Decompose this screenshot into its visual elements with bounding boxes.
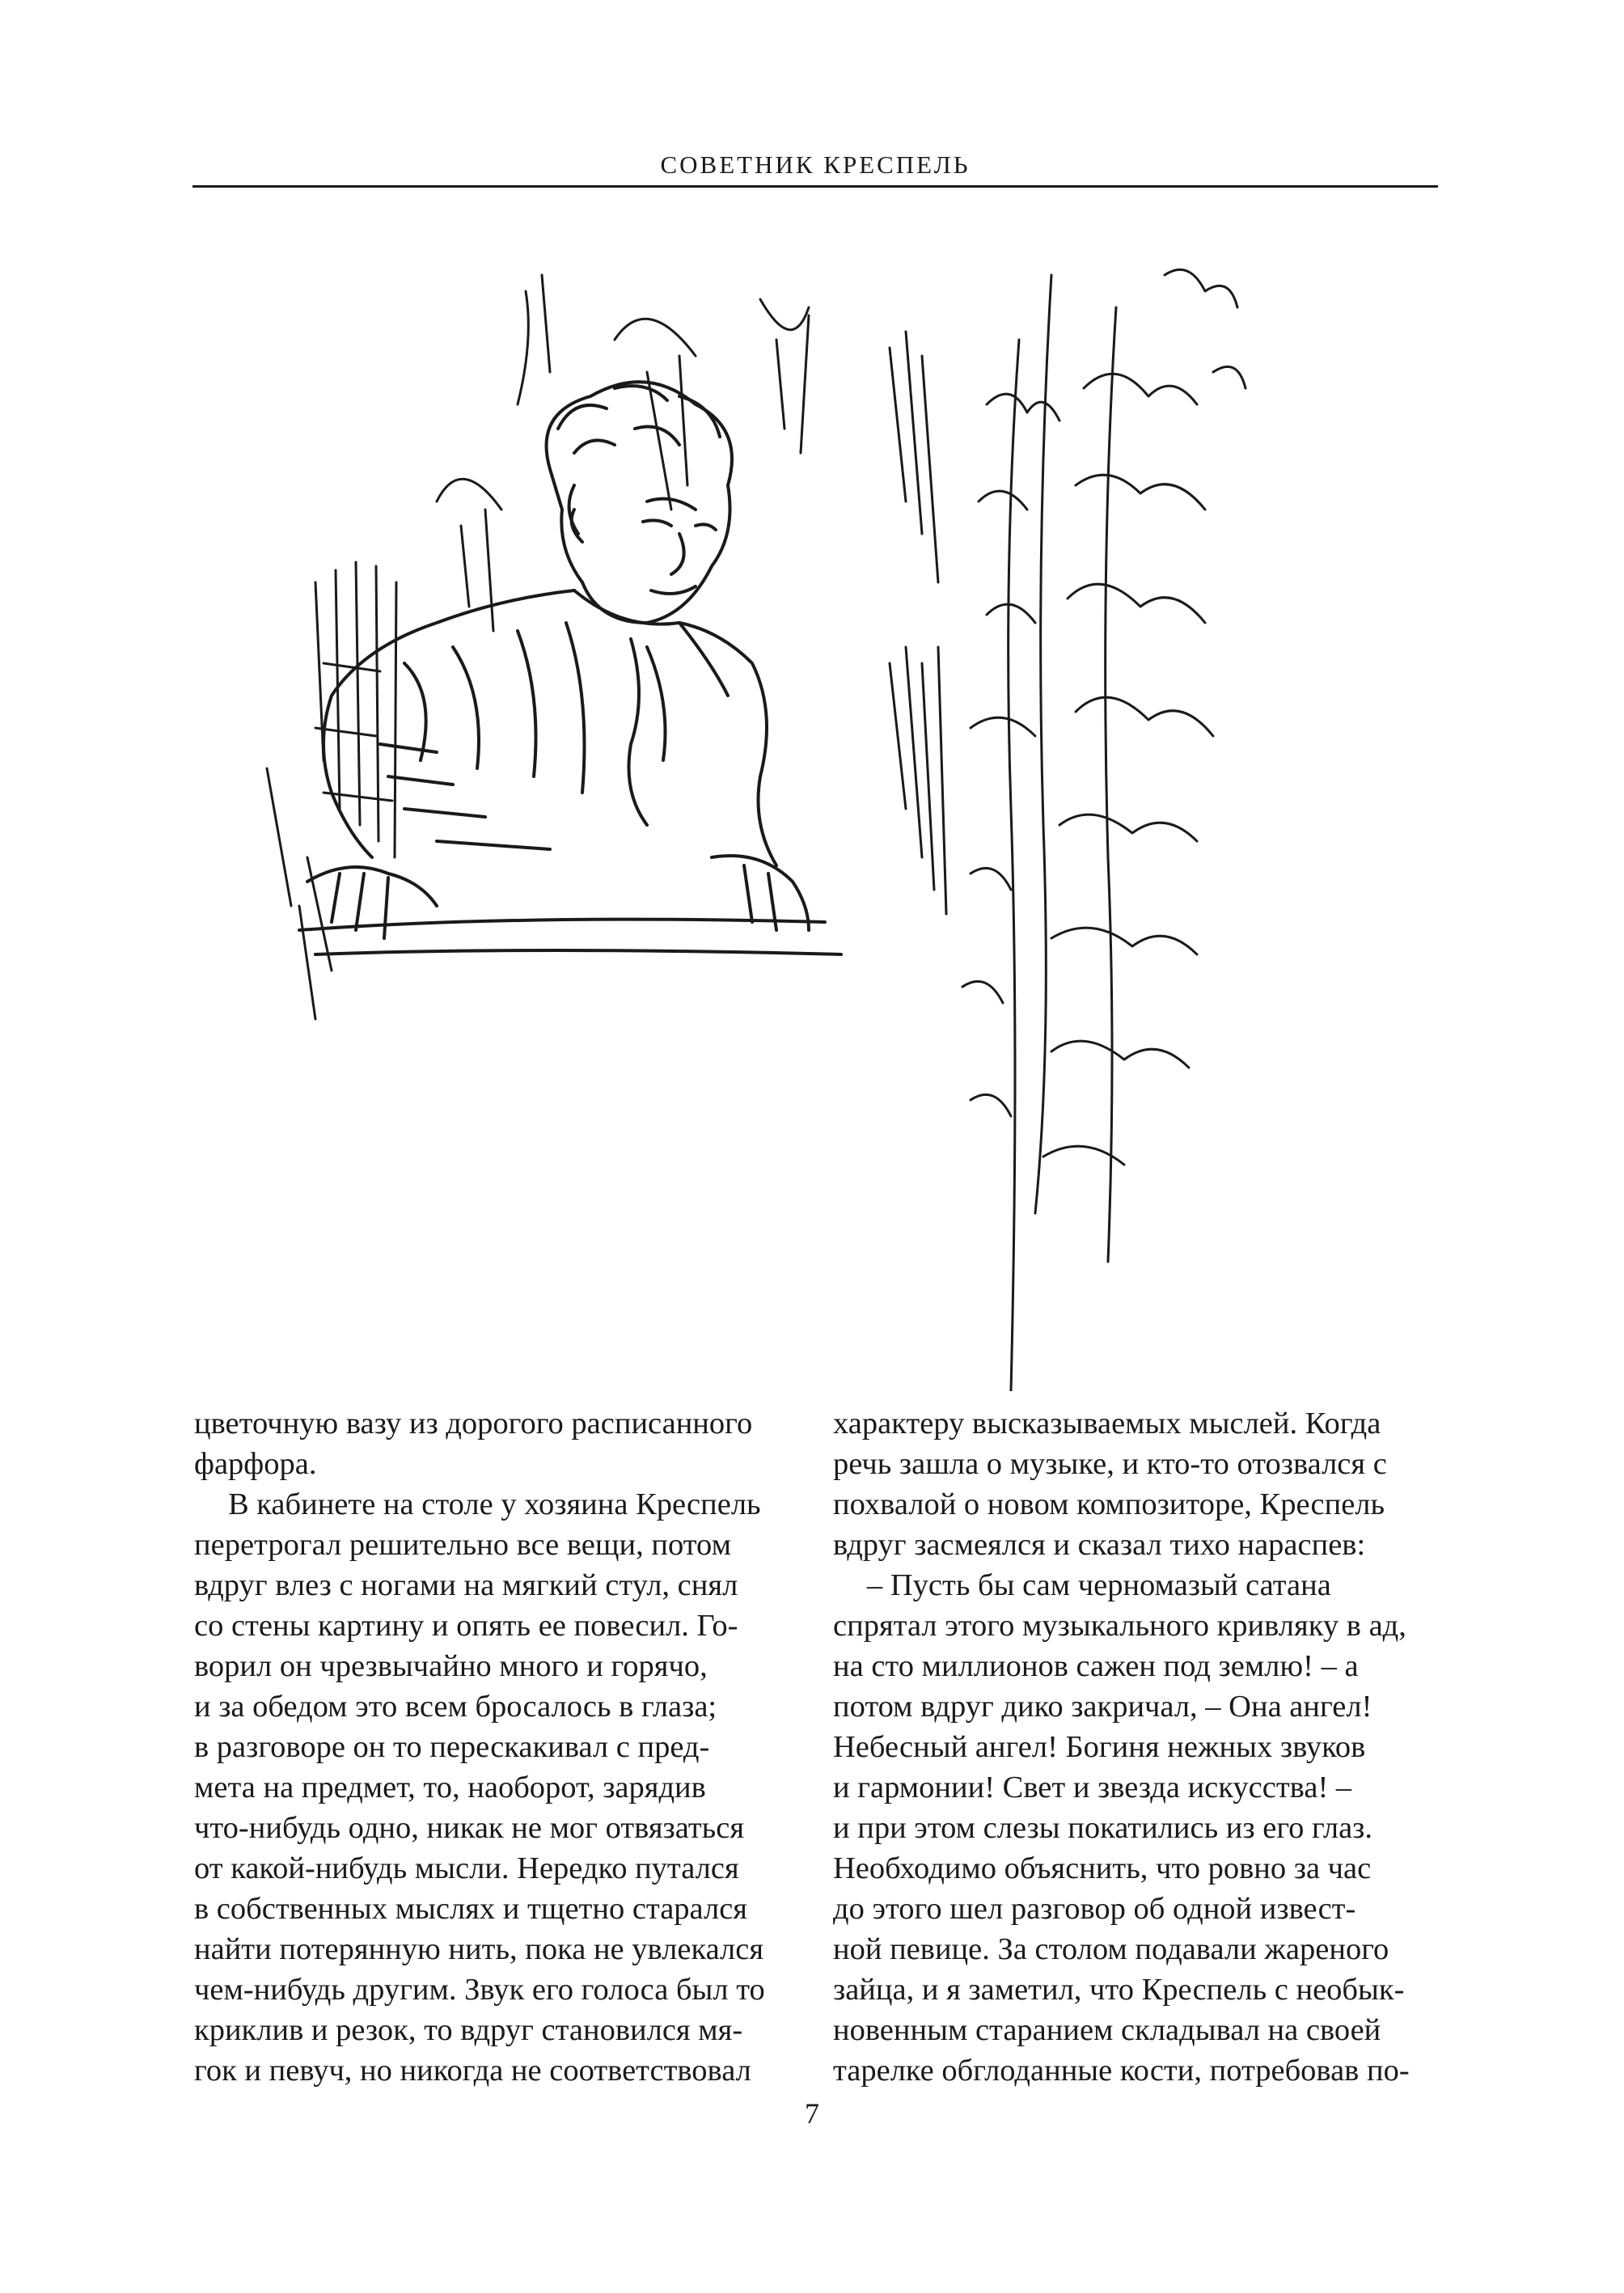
text-line: – Пусть бы сам черномазый сатана [867,1568,1331,1602]
paragraph [833,1403,1438,1565]
text-column-right [833,1403,1438,2091]
paragraph [833,1565,1438,2091]
paragraph [194,1403,799,1484]
header-rule [192,185,1438,188]
text-line: речь зашла о музыке, и кто-то отозвался с [833,1447,1387,1481]
text-line: цветочную вазу из дорогого расписанного [194,1407,753,1441]
text-line: на сто миллионов сажен под землю! – а [833,1649,1359,1683]
text-line: гок и певуч, но никогда не соответствовал [194,2054,751,2088]
text-line: тарелке обглоданные кости, потребовав по- [833,2054,1410,2088]
text-line: Небесный ангел! Богиня нежных звуков [833,1730,1366,1764]
illustration-man-at-window [194,243,1440,1391]
text-line: новенным старанием складывал на своей [833,2013,1381,2047]
figure-head [547,382,732,623]
text-line: до этого шел разговор об одной извест- [833,1892,1356,1926]
text-column-left [194,1403,799,2091]
foliage-column [962,269,1245,1391]
text-line: В кабинете на столе у хозяина Креспель [228,1487,761,1521]
background-hatching [267,275,946,1019]
text-line: криклив и резок, то вдруг становился мя- [194,2013,743,2047]
text-line: и за обедом это всем бросалось в глаза; [194,1690,717,1724]
figure-hands [299,856,841,954]
text-line: зайца, и я заметил, что Креспель с необык- [833,1973,1405,2007]
text-line: что-нибудь одно, никак не мог отвязаться [194,1811,745,1845]
paragraph [194,1484,799,2091]
running-head: СОВЕТНИК КРЕСПЕЛЬ [660,150,971,179]
text-line: характеру высказываемых мыслей. Когда [833,1407,1381,1441]
text-line: ворил он чрезвычайно много и горячо, [194,1649,708,1683]
text-line: чем-нибудь другим. Звук его голоса был то [194,1973,765,2007]
text-line: Необходимо объяснить, что ровно за час [833,1851,1372,1885]
text-line: и при этом слезы покатились из его глаз. [833,1811,1373,1845]
text-line: в разговоре он то перескакивал с пред- [194,1730,710,1764]
text-line: спрятал этого музыкального кривляку в ад, [833,1609,1406,1643]
text-line: потом вдруг дико закричал, – Она ангел! [833,1690,1372,1724]
text-line: со стены картину и опять ее повесил. Го- [194,1609,738,1643]
text-line: вдруг влез с ногами на мягкий стул, снял [194,1568,738,1602]
text-line: и гармонии! Свет и звезда искусства! – [833,1771,1352,1804]
text-line: мета на предмет, то, наоборот, зарядив [194,1771,706,1804]
text-line: найти потерянную нить, пока не увлекался [194,1932,764,1966]
text-line: ной певице. За столом подавали жареного [833,1932,1389,1966]
text-line: похвалой о новом композиторе, Креспель [833,1487,1385,1521]
text-line: вдруг засмеялся и сказал тихо нараспев: [833,1528,1366,1562]
text-line: от какой-нибудь мысли. Нередко путался [194,1851,739,1885]
text-line: в собственных мыслях и тщетно старался [194,1892,747,1926]
figure-body [324,590,776,865]
page-number: 7 [805,2097,819,2130]
text-line: перетрогал решительно все вещи, потом [194,1528,731,1562]
text-line: фарфора. [194,1447,317,1481]
